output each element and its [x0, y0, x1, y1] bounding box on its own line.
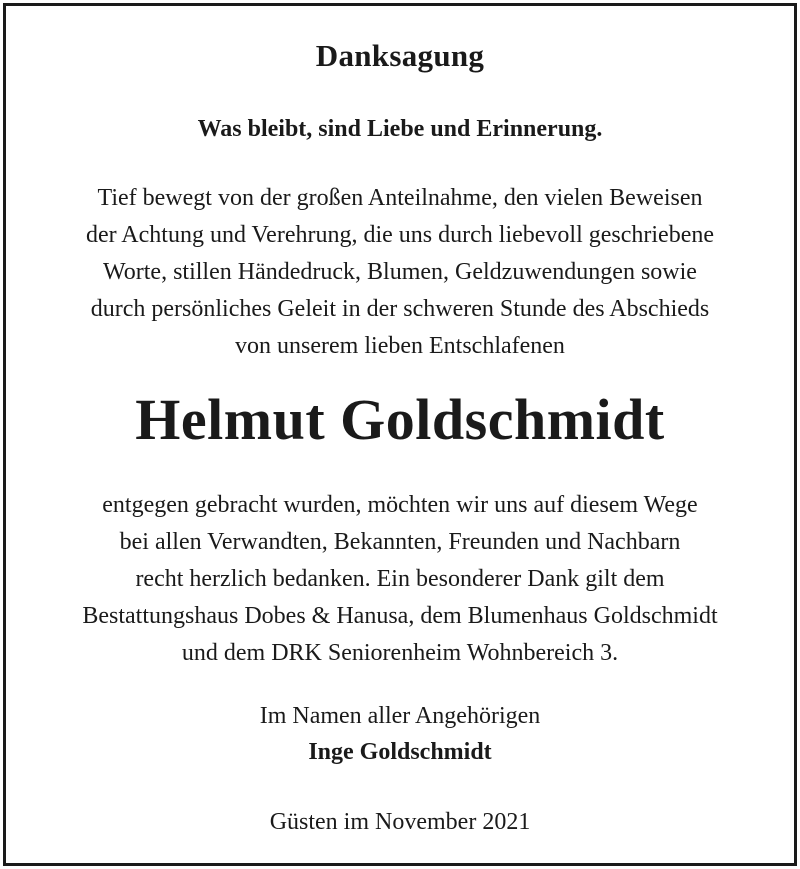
thanks-line: und dem DRK Seniorenheim Wohnbereich 3. [181, 640, 619, 666]
signature-name: Inge Goldschmidt [308, 739, 492, 765]
intro-line: der Achtung und Verehrung, die uns durch liebevoll geschriebene [85, 222, 715, 248]
thanks-line: Bestattungshaus Dobes & Hanusa, dem Blumenhaus Goldschmidt [82, 603, 718, 629]
obituary-notice [3, 3, 797, 866]
notice-motto: Was bleibt, sind Liebe und Erinnerung. [197, 116, 603, 142]
intro-paragraph [6, 180, 794, 365]
place-date: Güsten im November 2021 [269, 809, 531, 835]
intro-line: durch persönliches Geleit in der schweren Stunde des Abschieds [90, 296, 710, 322]
thanks-line: bei allen Verwandten, Bekannten, Freunden und Nachbarn [119, 529, 681, 555]
signature-intro: Im Namen aller Angehörigen [259, 703, 541, 729]
thanks-line: recht herzlich bedanken. Ein besonderer Dank gilt dem [135, 566, 665, 592]
thanks-paragraph [6, 487, 794, 672]
deceased-name: Helmut Goldschmidt [135, 387, 665, 452]
intro-line: von unserem lieben Entschlafenen [235, 333, 565, 359]
thanks-line: entgegen gebracht wurden, möchten wir uns auf diesem Wege [102, 492, 698, 518]
intro-line: Tief bewegt von der großen Anteilnahme, den vielen Beweisen [97, 185, 703, 211]
notice-heading: Danksagung [315, 38, 485, 73]
intro-line: Worte, stillen Händedruck, Blumen, Geldzuwendungen sowie [103, 259, 697, 285]
